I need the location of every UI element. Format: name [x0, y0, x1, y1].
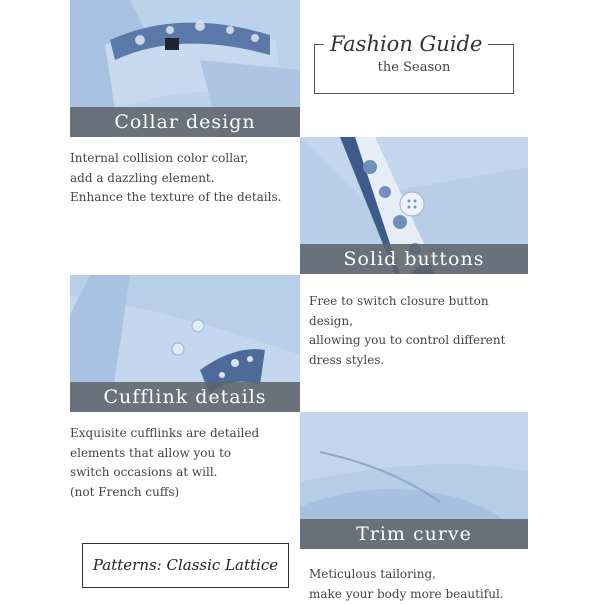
cufflink-panel — [70, 275, 300, 412]
header-title: Fashion Guide — [324, 32, 488, 56]
cufflink-banner: Cufflink details — [70, 382, 300, 412]
collar-line: Internal collision color collar, — [70, 149, 281, 169]
cufflink-line: Exquisite cufflinks are detailed — [70, 424, 259, 444]
buttons-line: allowing you to control different — [309, 331, 505, 351]
collar-banner: Collar design — [70, 107, 300, 137]
trim-description — [309, 565, 504, 604]
trim-panel — [300, 412, 528, 549]
collar-panel — [70, 0, 300, 137]
cufflink-line: switch occasions at will. — [70, 463, 259, 483]
buttons-banner: Solid buttons — [300, 244, 528, 274]
cufflink-description — [70, 424, 259, 502]
buttons-line: dress styles. — [309, 351, 505, 371]
fashion-guide-header — [314, 44, 514, 94]
collar-line: add a dazzling element. — [70, 169, 281, 189]
header-subtitle: the Season — [314, 60, 514, 75]
buttons-line: design, — [309, 312, 505, 332]
cufflink-line: elements that allow you to — [70, 444, 259, 464]
trim-line: Meticulous tailoring, — [309, 565, 504, 585]
pattern-label: Patterns: Classic Lattice — [82, 543, 289, 588]
trim-line: make your body more beautiful. — [309, 585, 504, 604]
buttons-line: Free to switch closure button — [309, 292, 505, 312]
trim-banner: Trim curve — [300, 519, 528, 549]
cufflink-line: (not French cuffs) — [70, 483, 259, 503]
collar-description — [70, 149, 281, 208]
buttons-panel — [300, 137, 528, 274]
buttons-description — [309, 292, 505, 370]
collar-line: Enhance the texture of the details. — [70, 188, 281, 208]
